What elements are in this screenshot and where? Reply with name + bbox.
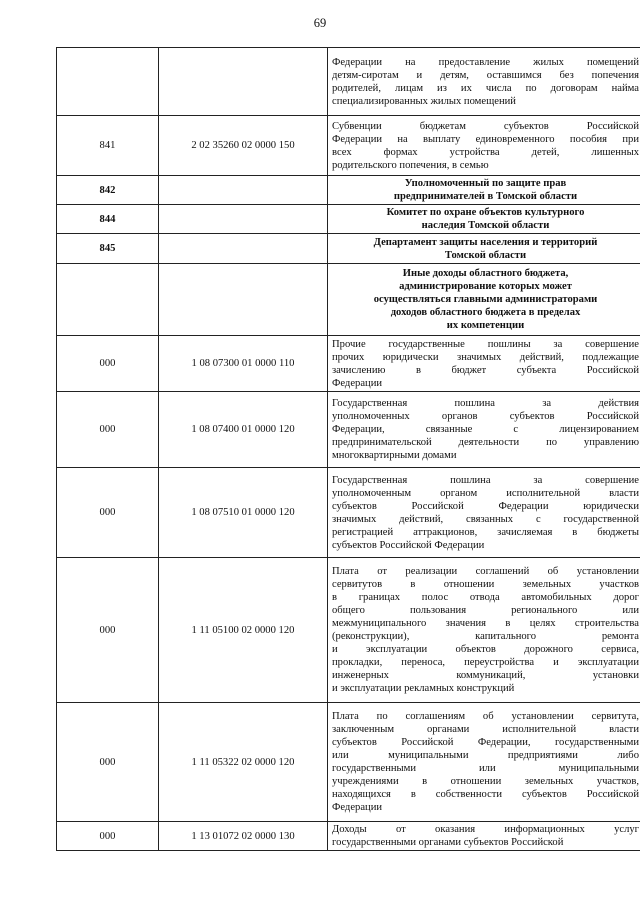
administrator-code-cell: 000 [57,703,159,822]
revenue-code-cell: 1 08 07300 01 0000 110 [159,336,328,392]
description-line: детям-сиротам и детям, оставшимся без попечения [332,69,639,81]
description-cell [328,703,640,822]
description-line: специализированных жилых помещений [332,95,516,107]
administrator-code-cell: 000 [57,558,159,703]
administrator-code-cell: 000 [57,336,159,392]
description-line: Государственная пошлина за совершение [332,474,639,486]
description-line: родительского попечения, в семью [332,159,489,171]
description-line: Департамент защиты населения и территорий [373,236,598,248]
description-line: предпринимательской деятельности по управлению [332,437,639,448]
revenue-code-cell [159,48,328,116]
table-body [57,48,640,851]
description-line: Иные доходы областного бюджета, [402,268,569,279]
table-section-header-row [57,176,640,205]
description-line: Комитет по охране объектов культурного [386,207,585,218]
description-line: осуществляться главными администраторами [373,294,598,305]
description-line: Федерации, связанные с лицензированием [332,424,639,435]
description-line: (реконструкции), капитального ремонта [332,631,639,642]
revenue-code-cell: 1 11 05100 02 0000 120 [159,558,328,703]
table-row [57,392,640,468]
description-cell [328,336,640,392]
revenue-code-cell [159,176,328,205]
description-cell [328,468,640,558]
table-row [57,468,640,558]
administrator-code-cell: 842 [57,176,159,205]
description-line: администрирование которых может [399,281,572,292]
description-line: регистрацией аттракционов, зачисляемая в бюджеты [332,526,639,538]
revenue-code-cell: 1 08 07510 01 0000 120 [159,468,328,558]
description-cell [328,392,640,468]
description-cell [328,205,640,234]
table-section-header-row [57,264,640,336]
description-cell [328,116,640,176]
revenue-codes-table [56,47,640,851]
description-line: и эксплуатации рекламных конструкций [332,683,515,694]
administrator-code-cell: 000 [57,392,159,468]
description-line: сервитутов в отношении земельных участков [332,579,639,590]
description-line: всех формах устройства детей, лишенных [332,146,639,158]
description-line: межмуниципального значения в целях строительства [332,618,639,629]
description-line: их компетенции [446,320,525,331]
description-line: государственными органами субъектов Российской [332,837,564,848]
administrator-code-cell: 845 [57,234,159,264]
description-line: субъектов Российской Федерации [332,539,485,551]
description-line: прокладки, переноса, переустройства и эксплуатации [332,657,639,668]
description-cell [328,176,640,205]
table-row [57,558,640,703]
revenue-code-cell [159,264,328,336]
revenue-code-cell: 1 08 07400 01 0000 120 [159,392,328,468]
description-line: Федерации на выплату единовременного пособия при [332,133,639,145]
description-line: находящихся в собственности субъектов Российской [332,789,639,800]
administrator-code-cell [57,48,159,116]
revenue-code-cell: 2 02 35260 02 0000 150 [159,116,328,176]
description-line: доходов областного бюджета в пределах [390,307,581,318]
description-line: значимых действий, связанных с государственной [332,513,639,525]
revenue-code-cell [159,205,328,234]
description-line: государственными или муниципальными [332,763,639,774]
table-row [57,116,640,176]
description-line: Федерации на предоставление жилых помещений [332,56,639,68]
description-cell [328,558,640,703]
description-line: общего пользования регионального или [332,605,639,616]
description-line: Субвенции бюджетам субъектов Российской [332,120,639,132]
administrator-code-cell [57,264,159,336]
description-line: субъектов Российской Федерации юридически [332,500,639,512]
description-line: и эксплуатации объектов дорожного сервиса, [332,644,639,655]
table-row [57,48,640,116]
description-line: Уполномоченный по защите прав [404,178,567,189]
revenue-code-cell: 1 11 05322 02 0000 120 [159,703,328,822]
description-cell [328,48,640,116]
description-line: Плата от реализации соглашений об установлении [332,566,639,577]
description-cell [328,822,640,851]
description-line: Доходы от оказания информационных услуг [332,824,639,835]
page-number: 69 [313,16,327,30]
description-line: Федерации [332,377,383,389]
revenue-code-cell [159,234,328,264]
description-line: Плата по соглашениям об установлении сервитута, [332,711,639,722]
description-line: предпринимателей в Томской области [393,191,578,202]
description-line: Федерации [332,802,383,813]
administrator-code-cell: 000 [57,822,159,851]
description-cell [328,264,640,336]
description-line: родителей, лицам из их числа по договорам найма [332,82,639,94]
administrator-code-cell: 000 [57,468,159,558]
table-row [57,703,640,822]
description-line: зачислению в бюджет субъекта Российской [332,364,639,376]
description-line: Прочие государственные пошлины за совершение [332,338,639,350]
description-line: Государственная пошлина за действия [332,398,639,409]
revenue-code-cell: 1 13 01072 02 0000 130 [159,822,328,851]
description-cell [328,234,640,264]
description-line: инженерных коммуникаций, установки [332,670,639,681]
description-line: или муниципальными предприятиями либо [332,750,639,761]
description-line: учреждениями в отношении земельных участков, [332,776,639,787]
description-line: субъектов Российской Федерации, государственными [332,737,639,748]
table-row [57,336,640,392]
description-line: многоквартирными домами [332,450,457,461]
description-line: в границах полос отвода автомобильных дорог [332,592,639,603]
administrator-code-cell: 844 [57,205,159,234]
table-row [57,822,640,851]
administrator-code-cell: 841 [57,116,159,176]
description-line: уполномоченных органов субъектов Российской [332,411,639,422]
description-line: заключенным органами исполнительной власти [332,724,639,735]
table-section-header-row [57,205,640,234]
description-line: прочих юридически значимых действий, подлежащие [332,351,639,363]
description-line: наследия Томской области [421,220,550,231]
description-line: Томской области [444,249,527,261]
description-line: уполномоченным органом исполнительной власти [332,487,639,499]
table-section-header-row [57,234,640,264]
